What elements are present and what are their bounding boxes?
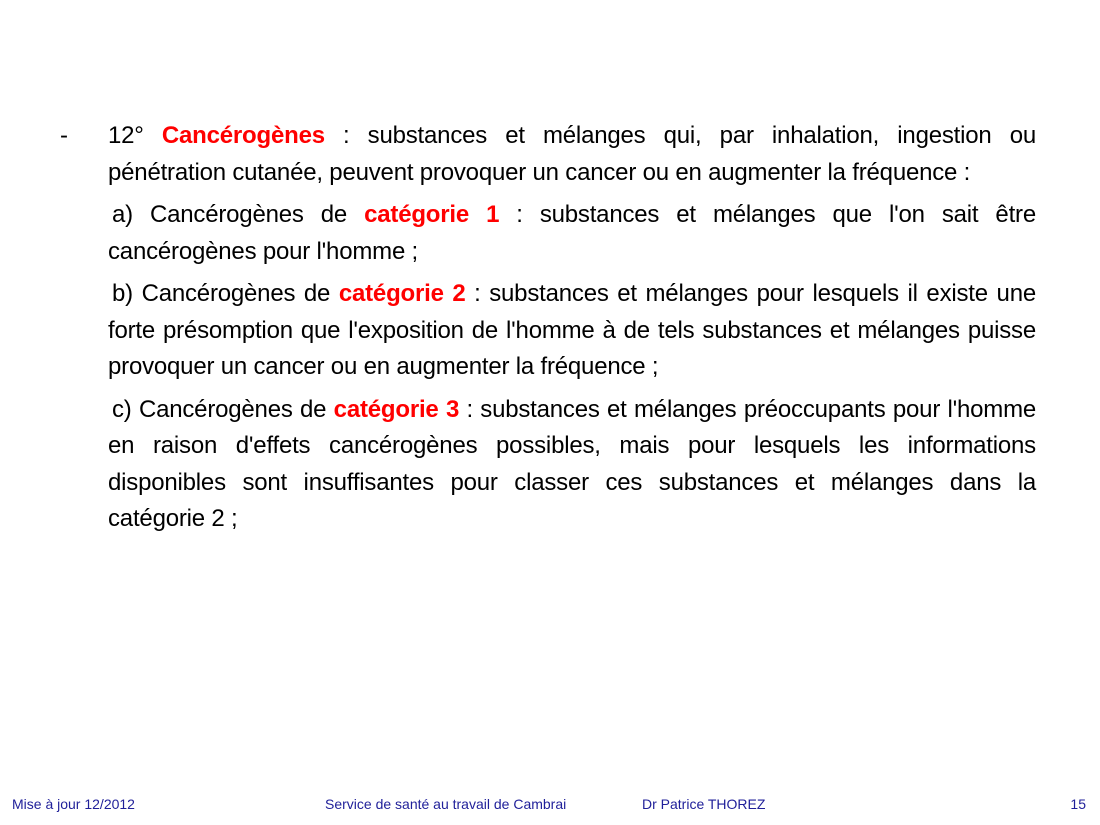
footer-update-date: Mise à jour 12/2012 bbox=[12, 796, 135, 812]
subitem-category: catégorie 1 bbox=[364, 201, 500, 228]
subitem-a bbox=[60, 197, 1036, 270]
subitem-text: : substances et mélanges pour lesquels il existe une forte présomption que l'exposition de l'homme à de tels substances et mélanges puisse provoquer un cancer ou en augmenter la fréquence ; bbox=[108, 280, 1036, 380]
subitem-text: : substances et mélanges préoccupants pour l'homme en raison d'effets cancérogènes possibles, mais pour lesquels les informations disponibles sont insuffisantes pour classer ces substances et mélanges dans la catégorie 2 ; bbox=[108, 395, 1037, 532]
subitem-c bbox=[60, 392, 1036, 538]
main-list-item bbox=[60, 118, 1036, 191]
subitem-prefix: b) Cancérogènes de bbox=[112, 280, 339, 307]
list-bullet: - bbox=[60, 122, 68, 149]
item-definition: : substances et mélanges qui, par inhalation, ingestion ou pénétration cutanée, peuvent provoquer un cancer ou en augmenter la fréquence : bbox=[108, 122, 1037, 186]
subitem-b bbox=[60, 276, 1036, 386]
footer-page-number: 15 bbox=[1070, 796, 1086, 812]
subitem-category: catégorie 3 bbox=[333, 395, 460, 423]
footer-author: Dr Patrice THOREZ bbox=[642, 796, 766, 812]
footer-service: Service de santé au travail de Cambrai bbox=[325, 796, 567, 812]
item-term: Cancérogènes bbox=[161, 122, 325, 149]
item-number: 12° bbox=[108, 122, 144, 149]
subitem-prefix: a) Cancérogènes de bbox=[112, 201, 365, 228]
slide-body bbox=[60, 118, 1036, 538]
subitem-prefix: c) Cancérogènes de bbox=[112, 395, 334, 423]
subitem-category: catégorie 2 bbox=[338, 280, 466, 307]
subitem-text: : substances et mélanges que l'on sait être cancérogènes pour l'homme ; bbox=[108, 201, 1036, 265]
